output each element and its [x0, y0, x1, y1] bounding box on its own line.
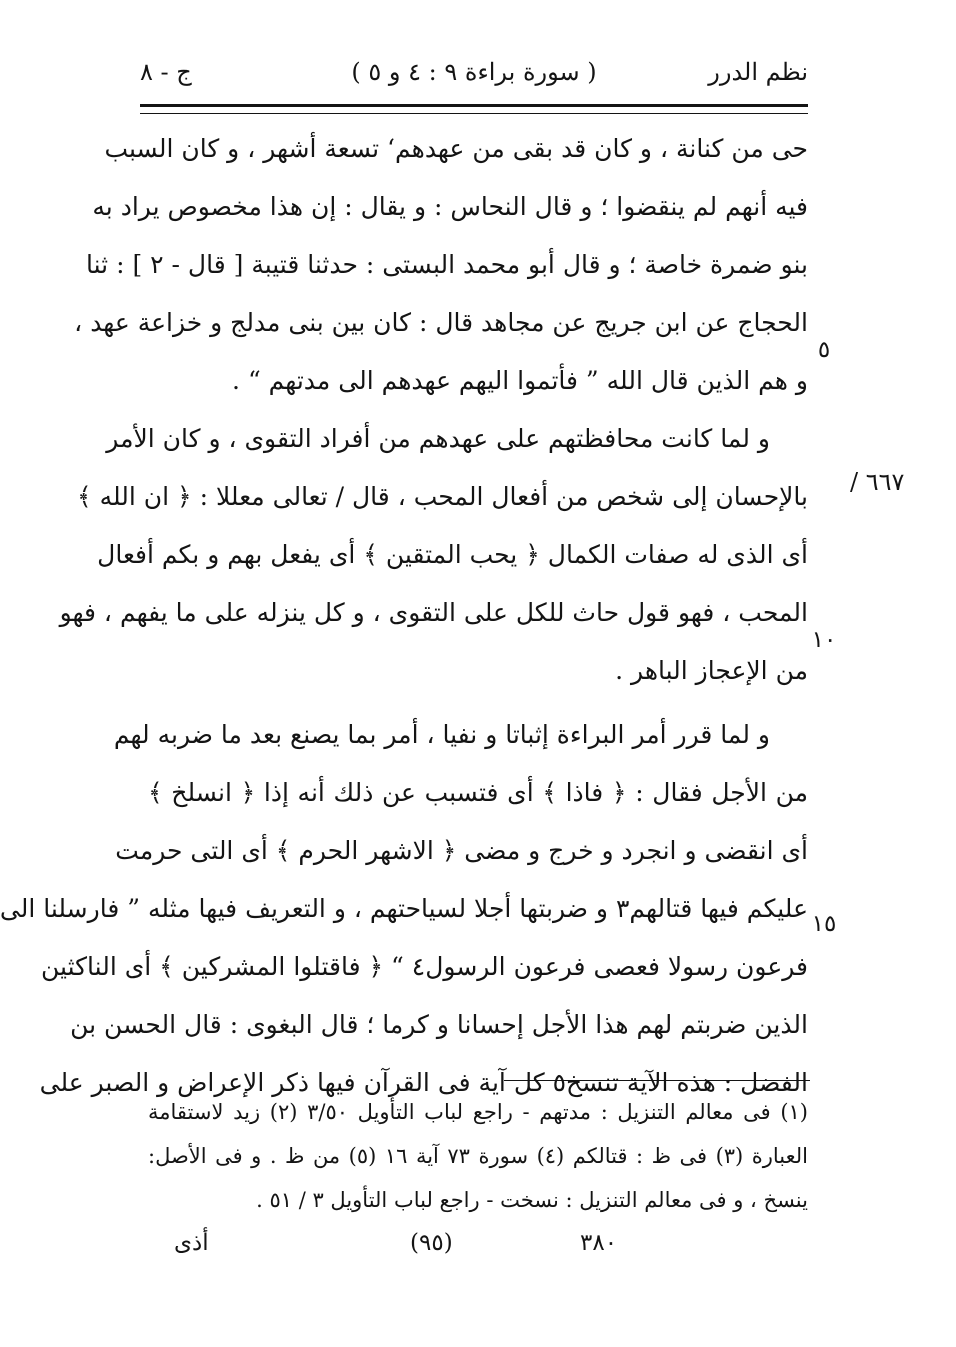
text-line: عليكم فيها قتالهم٣ و ضربتها أجلا لسياحتهم ، و التعريف فيها مثله ” فارسلنا الى — [0, 894, 808, 923]
text-line: حى من كنانة ، و كان قد بقى من عهدهم‘ تسعة أشهر ، و كان السبب — [104, 134, 808, 163]
text-line: الحجاج عن ابن جريج عن مجاهد قال : كان بين بنى مدلج و خزاعة عهد ، — [74, 308, 808, 337]
text-line: فيه أنهم لم ينقضوا ؛ و قال النحاس : و يقال : إن هذا مخصوص يراد به — [92, 192, 808, 221]
volume-number: ج - ٨ — [140, 58, 192, 86]
text-line: فرعون رسولا فعصى فرعون الرسول٤ “ ﴿ فاقتلوا المشركين ﴾ أى الناكثين — [41, 952, 808, 981]
text-line: بالإحسان إلى شخص من أفعال المحب ، قال / تعالى معللا : ﴿ ان الله ﴾ — [77, 482, 808, 511]
page-number: ٣٨٠ — [580, 1230, 618, 1256]
footnote-line: (١) فى معالم التنزيل : مدتهم - راجع لباب التأويل ٣/٥٠ (٢) زيد لاستقامة — [148, 1100, 808, 1124]
running-header — [140, 52, 808, 92]
footnote-rule — [504, 1080, 810, 1081]
footnotes — [148, 1090, 808, 1222]
text-line: أى انقضى و انجرد و خرج و مضى ﴿ الاشهر الحرم ﴾ أى التى حرمت — [115, 836, 808, 865]
surah-reference: ( سورة براءة ٩ : ٤ و ٥ ) — [351, 58, 597, 86]
text-line: و لما كانت محافظتهم على عهدهم من أفراد التقوى ، و كان الأمر — [106, 424, 770, 453]
line-number-15: ١٥ — [811, 911, 837, 937]
text-line: بنو ضمرة خاصة ؛ و قال أبو محمد البستى : حدثنا قتيبة [ قال - ٢ ] : ثنا — [86, 250, 808, 279]
text-line: الفضل : هذه الآية تنسخ٥ كل آية فى القرآن فيها ذكر الإعراض و الصبر على — [39, 1068, 808, 1097]
line-number-10: ١٠ — [811, 627, 837, 653]
catchword: أذى — [174, 1230, 209, 1256]
book-title: نظم الدرر — [708, 58, 808, 86]
text-line: الذين ضربتم لهم هذا الأجل إحسانا و كرما ؛ قال البغوى : قال الحسن بن — [70, 1010, 808, 1039]
signature-mark: (٩٥) — [410, 1230, 453, 1256]
text-line: أى الذى له صفات الكمال ﴿ يحب المتقين ﴾ أى يفعل بهم و بكم أفعال — [97, 540, 808, 569]
header-rule — [140, 104, 808, 114]
text-line: و لما قرر أمر البراءة إثباتا و نفيا ، أمر بما يصنع بعد ما ضربه لهم — [113, 720, 770, 749]
text-line: من الإعجاز الباهر . — [615, 656, 808, 685]
text-line: المحب ، فهو قول حاث للكل على التقوى ، و كل ينزله على ما يفهم ، فهو — [59, 598, 808, 627]
text-line: من الأجل فقال : ﴿ فاذا ﴾ أى فتسبب عن ذلك أنه إذا ﴿ انسلخ ﴾ — [148, 778, 808, 807]
footnote-line: ينسخ ، و فى معالم التنزيل : نسخت - راجع لباب التأويل ٣ / ٥١ . — [256, 1188, 808, 1212]
margin-page-reference: ٦٦٧ / — [850, 468, 905, 496]
text-line: و هم الذين قال الله ” فأتموا اليهم عهدهم الى مدتهم “ . — [232, 366, 808, 395]
page-footer — [140, 1226, 808, 1266]
footnote-line: العبارة (٣) فى ظ : قتالكم (٤) سورة ٧٣ آية ١٦ (٥) من ظ . و فى الأصل: — [148, 1144, 808, 1168]
line-number-5: ٥ — [817, 337, 831, 363]
main-text — [0, 120, 808, 1112]
